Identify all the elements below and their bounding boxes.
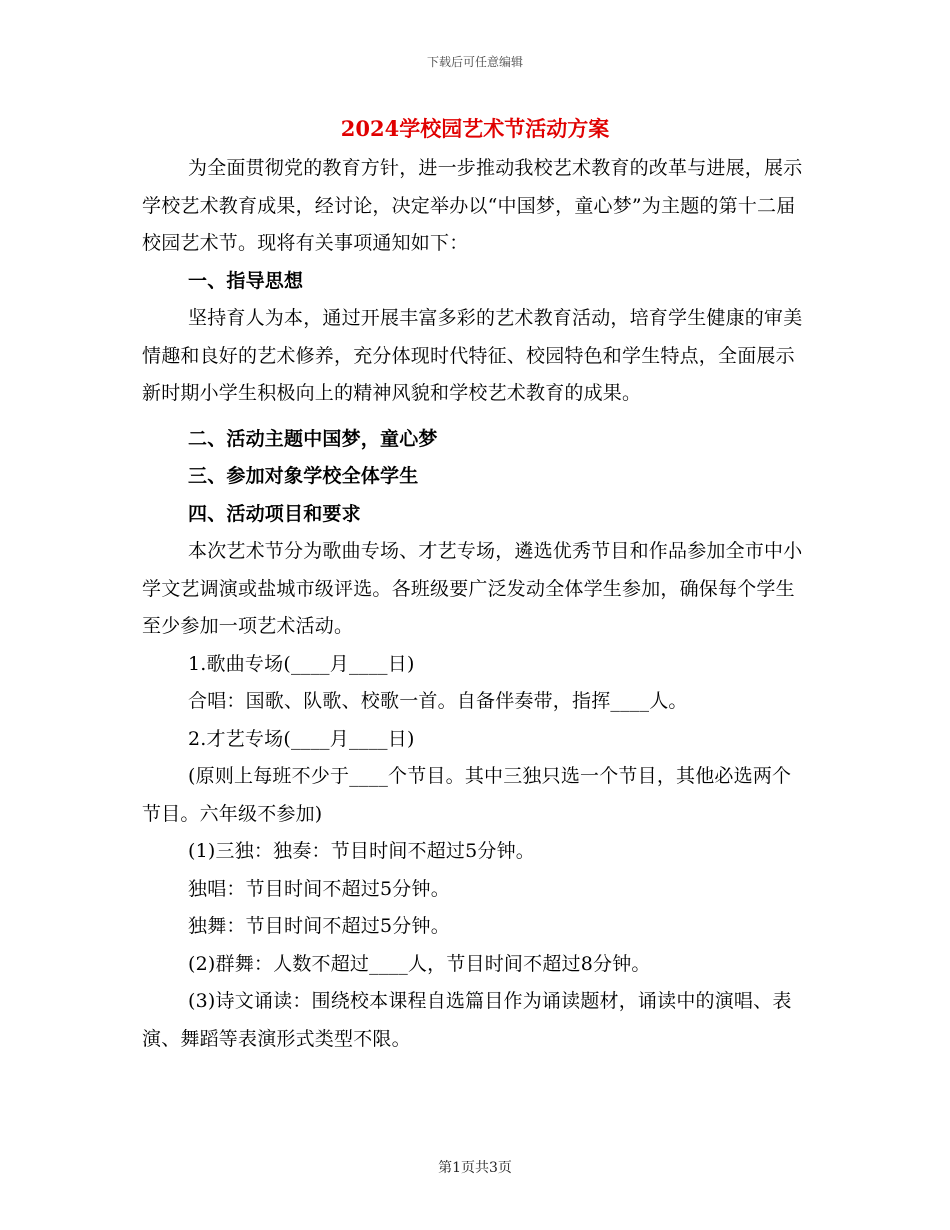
sub-item-2: (2)群舞：人数不超过____人，节目时间不超过8分钟。 [188, 952, 651, 975]
sub-item-1: (1)三独：独奏：节目时间不超过5分钟。 [188, 840, 536, 862]
sub-item-3: (3)诗文诵读：围绕校本课程自选篇目作为诵读题材，诵读中的演唱、表演、舞蹈等表演形式类型不限。 [142, 990, 792, 1050]
section-heading-4: 四、活动项目和要求 [188, 502, 361, 525]
page-header: 下载后可任意编辑 [426, 55, 523, 69]
activities-paragraph: 本次艺术节分为歌曲专场、才艺专场，遴选优秀节目和作品参加全市中小学文艺调演或盐城市级评选。各班级要广泛发动全体学生参加，确保每个学生至少参加一项艺术活动。 [142, 540, 803, 637]
page-footer: 第1页共3页 [438, 1160, 512, 1176]
section-heading-3: 三、参加对象学校全体学生 [188, 465, 419, 487]
sub-item-1b: 独唱：节目时间不超过5分钟。 [188, 877, 450, 900]
item-2: 2.才艺专场(____月____日) [188, 727, 415, 750]
item-1: 1.歌曲专场(____月____日) [188, 652, 415, 675]
item-2-note: (原则上每班不少于____个节目。其中三独只选一个节目，其他必选两个节目。六年级不参加) [142, 765, 792, 825]
document-title: 2024学校园艺术节活动方案 [340, 116, 610, 141]
guiding-paragraph: 坚持育人为本，通过开展丰富多彩的艺术教育活动，培育学生健康的审美情趣和良好的艺术修养，充分体现时代特征、校园特色和学生特点，全面展示新时期小学生积极向上的精神风貌和学校艺术教育的成果。 [142, 307, 803, 404]
sub-item-1c: 独舞：节目时间不超过5分钟。 [188, 915, 450, 937]
section-heading-2: 二、活动主题中国梦，童心梦 [188, 427, 438, 450]
document-body [142, 150, 810, 1058]
section-heading-1: 一、指导思想 [188, 269, 304, 292]
item-1-detail: 合唱：国歌、队歌、校歌一首。自备伴奏带，指挥____人。 [188, 690, 688, 712]
intro-paragraph: 为全面贯彻党的教育方针，进一步推动我校艺术教育的改革与进展，展示学校艺术教育成果，经讨论，决定举办以“中国梦，童心梦”为主题的第十二届校园艺术节。现将有关事项通知如下： [142, 157, 803, 254]
